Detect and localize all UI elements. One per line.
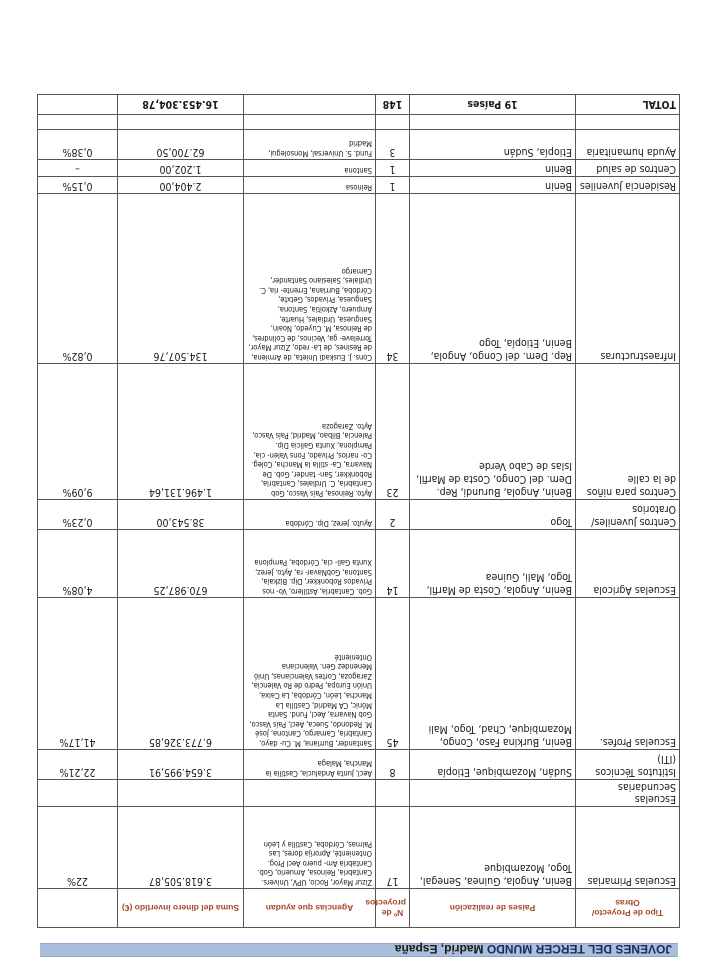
cell-empty — [410, 780, 576, 807]
cell-pct: – — [38, 160, 118, 177]
projects-table — [37, 94, 680, 928]
col-header-pct — [38, 889, 118, 928]
cell-agencias: Gob. Cantabria, Astillero, Vo- nos Privados Robonkker, Dip. Bizkaia, Santona, GobNavar- ra, Ayto. Jerez, Xunta Gali- cia, Córdoba, Pamplona — [244, 530, 376, 598]
table-row — [38, 530, 680, 598]
cell-empty — [118, 115, 244, 130]
cell-tipo: Escuelas Secundarias — [576, 780, 680, 807]
cell-tipo: Escuelas Primarias — [576, 807, 680, 889]
cell-empty — [244, 115, 376, 130]
cell-pct: 0,15% — [38, 177, 118, 194]
cell-empty — [410, 115, 576, 130]
cell-paises: Rep. Dem. del Congo, Angola, Benin, Etiopía, Togo — [410, 194, 576, 364]
cell-suma: 1.202,00 — [118, 160, 244, 177]
cell-paises: Etiopía, Sudán — [410, 130, 576, 160]
total-num: 148 — [376, 95, 410, 115]
cell-paises: Benin — [410, 177, 576, 194]
cell-paises: Togo — [410, 500, 576, 530]
table-row — [38, 177, 680, 194]
cell-tipo: Escuelas Agricola — [576, 530, 680, 598]
cell-tipo: Residencia Juveniles — [576, 177, 680, 194]
cell-pct: 4,08% — [38, 530, 118, 598]
table-row — [38, 598, 680, 750]
cell-agencias: Ayuto. Jerez, Dip. Córdoba — [244, 500, 376, 530]
cell-suma: 134.507,76 — [118, 194, 244, 364]
header-banner — [40, 943, 678, 957]
banner-title: JOVENES DEL TERCER MUNDO — [486, 942, 672, 956]
cell-suma: 62.700,50 — [118, 130, 244, 160]
table-row — [38, 750, 680, 780]
cell-pct: 0,23% — [38, 500, 118, 530]
cell-empty — [576, 115, 680, 130]
cell-suma: 670.987,25 — [118, 530, 244, 598]
col-header-tipo: Tipo de Proyecto/ Obras — [576, 889, 680, 928]
cell-paises: Benin — [410, 160, 576, 177]
cell-num: 8 — [376, 750, 410, 780]
cell-agencias: Fund. S. Universal, Monsolegui, Madrid — [244, 130, 376, 160]
cell-paises: Sudán, Mozambique, Etiopía — [410, 750, 576, 780]
cell-agencias: Aecl, Junta Andalucia, Castilla la Mancha, Malaga — [244, 750, 376, 780]
cell-pct: 0,82% — [38, 194, 118, 364]
col-header-paises: Países de realización — [410, 889, 576, 928]
header-row — [38, 889, 680, 928]
cell-agencias: Cons. J. Euskadi Unieta, de Armiena, de Resines, de La- redo, Zizur Mayor, Torrelave- ga, Vecinos, de Colindres, de Reinosa, M. Cuyedo, Noain, Sanguesa, Urdiales, Huarte, Ampuero, Azkoitia, Santona, Sanguesa, Privados, Getxte, Córdoba, Burriana, Errente- ria, C. Urdiales, Salesiano Santander, Camargo — [244, 194, 376, 364]
cell-num: 45 — [376, 598, 410, 750]
cell-paises: Benin, Burkina Faso, Congo, Mozambique, Chad, Togo, Mali — [410, 598, 576, 750]
cell-empty — [376, 780, 410, 807]
cell-tipo: Infraestructuras — [576, 194, 680, 364]
cell-num: 17 — [376, 807, 410, 889]
cell-num: 2 — [376, 500, 410, 530]
cell-num: 34 — [376, 194, 410, 364]
cell-tipo: Escuelas Profes. — [576, 598, 680, 750]
cell-num: 23 — [376, 364, 410, 500]
cell-pct: 41,17% — [38, 598, 118, 750]
banner-city: Madrid, España — [394, 942, 484, 956]
table-row — [38, 194, 680, 364]
table-row — [38, 160, 680, 177]
col-header-suma: Suma del dinero invertido (€) — [118, 889, 244, 928]
table-row — [38, 500, 680, 530]
cell-suma: 2.404,00 — [118, 177, 244, 194]
cell-agencias: Santona — [244, 160, 376, 177]
cell-suma: 38.543,00 — [118, 500, 244, 530]
cell-pct: 22% — [38, 807, 118, 889]
cell-paises: Benin, Angola, Costa de Marfil, Togo, Mali, Guinea — [410, 530, 576, 598]
cell-agencias: Zizur Mayor, Rocio, UPV, Univers. Cantabria, Reinosa, Amuerio, Gob. Cantabria Am- puero Aecl Prog. Ontenienté, Aprorija dores, Las Palmas, Córdoba, Castilla y León — [244, 807, 376, 889]
cell-tipo: Istitutos Técnicos (ITI) — [576, 750, 680, 780]
cell-tipo: Centros para niños de la calle — [576, 364, 680, 500]
table-row — [38, 807, 680, 889]
cell-suma: 3.618.505,87 — [118, 807, 244, 889]
empty-row — [38, 115, 680, 130]
cell-num: 1 — [376, 177, 410, 194]
cell-empty — [118, 780, 244, 807]
total-row — [38, 95, 680, 115]
cell-empty — [38, 95, 118, 115]
cell-tipo: Centros de salud — [576, 160, 680, 177]
table-row — [38, 364, 680, 500]
cell-num: 3 — [376, 130, 410, 160]
col-header-num: Nº de proyectos — [376, 889, 410, 928]
cell-agencias: Santander, Burriana, M. Cu- dayo, Cantabria, Camargo, Cantona, José M. Redondo, Sueca, Aecl, País Vasco, Gob Navarra, Aecl, Fund. Santa Mónic, CA Madrid, Castilla La Mancha, León, Córdoba, La Caixa, Unión Europa, Pedro de Ro Valencia, Zaragoza, Cortes Valencianas, Unió Menendez Gen. Valenciana Ontenienté — [244, 598, 376, 750]
cell-tipo: Centros Juveniles/ Oratorios — [576, 500, 680, 530]
cell-pct: 9,09% — [38, 364, 118, 500]
cell-agencias: Ayto. Reinosa, País Vasco, Gob Cantabria, C. Urdiales, Cantabria, Robonkker, San- tander, Gob. De Navarra, Ca- stilla la Mancha, Coleg. Co- narios, Privado, Fons Valen- cia, Pamplona, Xunta Galicia Dip. Palencia, Bilbao, Madrid, País Vasco, Ayto. Zaragoza — [244, 364, 376, 500]
cell-suma: 6.773.326,85 — [118, 598, 244, 750]
total-suma: 16.453.304,78 — [118, 95, 244, 115]
cell-empty — [38, 115, 118, 130]
section-row — [38, 780, 680, 807]
cell-empty — [376, 115, 410, 130]
cell-empty — [244, 95, 376, 115]
cell-pct: 0,38% — [38, 130, 118, 160]
cell-num: 1 — [376, 160, 410, 177]
cell-pct: 22,21% — [38, 750, 118, 780]
cell-agencias: Reinosa — [244, 177, 376, 194]
cell-suma: 1.496.131,64 — [118, 364, 244, 500]
cell-tipo: Ayuda humanitaria — [576, 130, 680, 160]
cell-suma: 3.654.995,91 — [118, 750, 244, 780]
col-header-agencias: Agencias que ayudan — [244, 889, 376, 928]
cell-empty — [38, 780, 118, 807]
cell-paises: Benin, Angola, Guinea, Senegal, Togo, Mozambique — [410, 807, 576, 889]
total-paises: 19 Países — [410, 95, 576, 115]
cell-paises: Benin, Angola, Burundi, Rep. Dem. del Congo, Costa de Marfil, Islas de Cabo Verde — [410, 364, 576, 500]
cell-empty — [244, 780, 376, 807]
total-label: TOTAL — [576, 95, 680, 115]
cell-num: 14 — [376, 530, 410, 598]
table-row — [38, 130, 680, 160]
